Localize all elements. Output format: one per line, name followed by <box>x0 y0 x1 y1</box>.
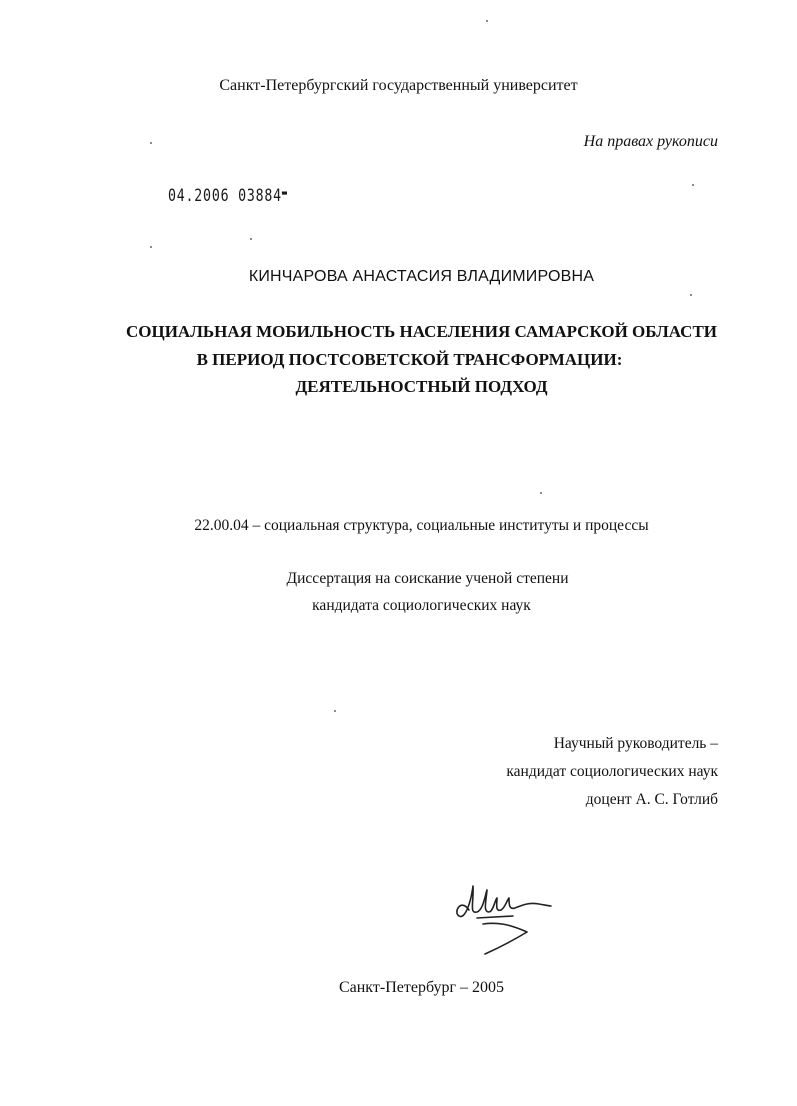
author-name: КИНЧАРОВА АНАСТАСИЯ ВЛАДИМИРОВНА <box>248 268 595 285</box>
thesis-title-line-3: ДЕЯТЕЛЬНОСТНЫЙ ПОДХОД <box>295 377 548 396</box>
scan-speck <box>690 294 692 296</box>
supervisor-line-2: кандидат социологических наук <box>506 763 718 780</box>
scan-speck <box>692 184 694 186</box>
signature-icon <box>447 872 567 962</box>
supervisor-line-3: доцент А. С. Готлиб <box>585 791 718 808</box>
registration-number-text: 04.2006 03884 <box>168 186 282 206</box>
scan-speck <box>334 710 336 712</box>
thesis-title-line-1: СОЦИАЛЬНАЯ МОБИЛЬНОСТЬ НАСЕЛЕНИЯ САМАРСКОЙ ОБЛАСТИ <box>125 322 718 341</box>
degree-line-2: кандидата социологических наук <box>312 597 531 614</box>
scan-speck <box>150 246 152 248</box>
supervisor-line-1: Научный руководитель – <box>553 735 718 752</box>
scan-speck <box>540 492 542 494</box>
thesis-title-line-2: В ПЕРИОД ПОСТСОВЕТСКОЙ ТРАНСФОРМАЦИИ: <box>196 350 623 369</box>
registration-mark-icon: ▬ <box>281 186 288 199</box>
specialty-code: 22.00.04 – социальная структура, социальные институты и процессы <box>194 517 649 534</box>
scan-speck <box>486 20 488 22</box>
registration-number <box>168 186 288 206</box>
degree-line-1: Диссертация на соискание ученой степени <box>286 570 569 587</box>
scan-speck <box>250 238 252 240</box>
scan-speck <box>150 142 152 144</box>
manuscript-note: На правах рукописи <box>583 133 718 150</box>
university-name: Санкт-Петербургский государственный университет <box>219 77 578 94</box>
city-year: Санкт-Петербург – 2005 <box>338 979 505 996</box>
